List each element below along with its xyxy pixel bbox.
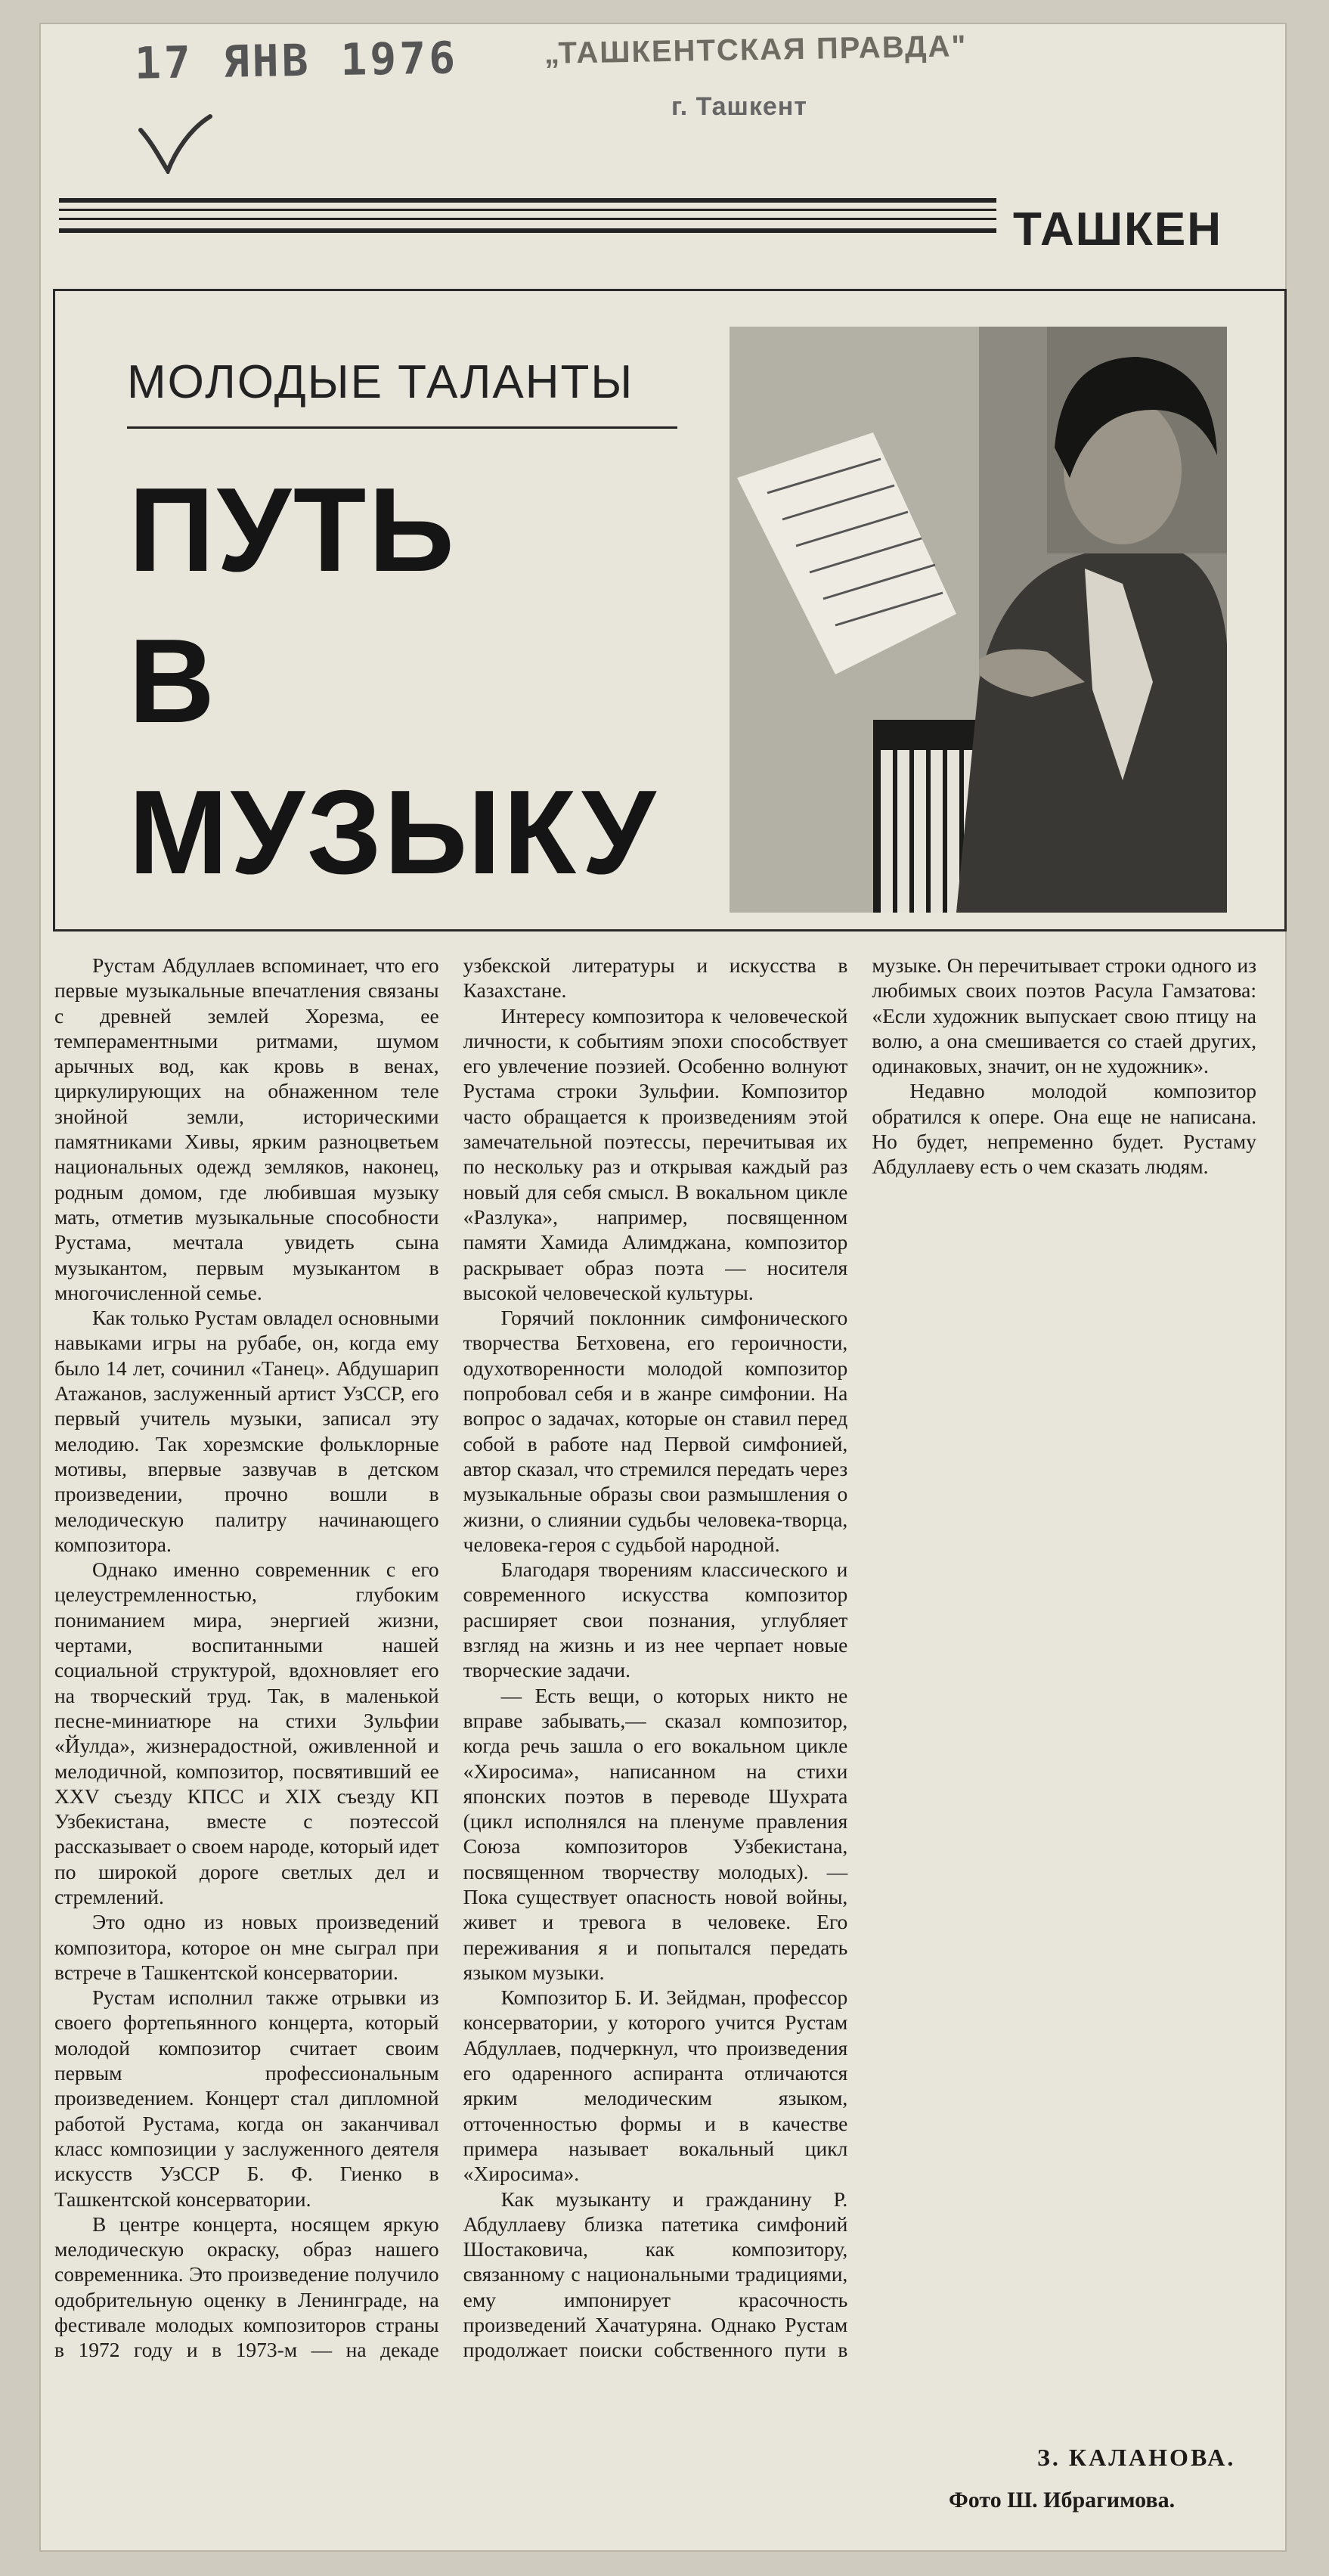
article-paragraph: Интересу композитора к человеческой личности, к событиям эпохи способствует его увлечение поэзией. Особенно волнуют Рустама строки Зульфии. Композитор часто обращается к произведениям этой замечательной поэтессы, перечитывая их по нескольку раз и открывая каждый раз новый для себя смысл. В вокальном цикле «Разлука», например, посвященном памяти Хамида Алимджана, композитор раскрывает образ поэта — носителя высокой человеческой культуры. (463, 1003, 848, 1304)
article-paragraph: Горячий поклонник симфонического творчества Бетховена, его героичности, одухотворенности молодой композитор попробовал себя и в жанре симфонии. На вопрос о задачах, которые он ставил перед собой в работе над Первой симфонией, автор сказал, что стремился передать через музыкальные образы свои размышления о жизни, о слиянии судьбы человека-творца, человека-героя с судьбой народной. (463, 1306, 848, 1556)
article-paragraph: Это одно из новых произведений композитора, которое он мне сыграл при встрече в Ташкентской консерватории. (54, 1910, 439, 1984)
masthead-rule (59, 218, 996, 220)
article-paragraph: Рустам Абдуллаев вспоминает, что его первые музыкальные впечатления связаны с древней землей Хорезма, ее темпераментными ритмами, шумом арычных вод, как кровь в венах, циркулирующих на обнаженном теле знойной земли, историческими памятниками Хивы, ярким разноцветьем национальных одежд земляков, наконец, родным домом, где любившая музыку мать, отметив музыкальные способности Рустама, мечтала увидеть сына музыкантом, первым музыкантом в многочисленной семье. (54, 953, 439, 1304)
masthead-rule (59, 228, 996, 233)
headline-line-2: В (129, 615, 218, 748)
city-stamp: г. Ташкент (671, 92, 807, 121)
masthead-title: ТАШКЕН (1013, 203, 1223, 256)
masthead-rule (59, 209, 996, 211)
date-stamp: 17 ЯНВ 1976 (134, 32, 459, 89)
headline-line-1: ПУТЬ (129, 463, 457, 597)
rubric-underline (127, 426, 677, 429)
article-paragraph: Как только Рустам овладел основными навыками игры на рубабе, он, когда ему было 14 лет, сочинил «Танец». Абдушарип Атажанов, заслуженный артист УзССР, его первый учитель музыки, записал эту мелодию. Так хорезмские фольклорные мотивы, впервые зазвучав в детском произведении, прочно вошли в мелодическую палитру начинающего композитора. (54, 1306, 439, 1556)
article-paragraph: Композитор Б. И. Зейдман, профессор консерватории, у которого учится Рустам Абдуллаев, подчеркнул, что произведения его одаренного аспиранта отличаются ярким мелодическим языком, отточенностью формы и в качестве примера называет вокальный цикл «Хиросима». (463, 1985, 848, 2186)
newspaper-name-stamp: „ТАШКЕНТСКАЯ ПРАВДА" (544, 29, 968, 70)
composer-photo (730, 327, 1227, 913)
rubric-label: МОЛОДЫЕ ТАЛАНТЫ (127, 356, 634, 408)
author-signature: З. КАЛАНОВА. (1037, 2444, 1236, 2471)
article-paragraph: Недавно молодой композитор обратился к опере. Она еще не написана. Но будет, непременно будет. Рустаму Абдуллаеву есть о чем сказать людям. (872, 1079, 1256, 1179)
headline-line-3: МУЗЫКУ (129, 766, 658, 899)
article-paragraph: — Есть вещи, о которых никто не вправе забывать,— сказал композитор, когда речь зашла о его вокальном цикле «Хиросима», написанном на стихи японских поэтов в переводе Шухрата (цикл исполнялся на пленуме правления Союза композиторов Узбекистана, посвященном творчеству молодых). — Пока существует опасность новой войны, живет и тревога в человеке. Его переживания я и попытался передать языком музыки. (463, 1683, 848, 1984)
masthead-rule (59, 198, 996, 203)
article-body (54, 953, 1256, 2374)
article-paragraph: Благодаря творениям классического и современного искусства композитор расширяет свои познания, углубляет взгляд на жизнь и из нее черпает новые творческие задачи. (463, 1558, 848, 1682)
photo-credit: Фото Ш. Ибрагимова. (949, 2488, 1176, 2512)
checkmark-icon (138, 113, 213, 174)
article-paragraph: Как музыканту и гражданину Р. Абдуллаеву близка патетика симфоний Шостаковича, как композитору, связанному с национальными традициями, ему импонирует красочность произведений Хачатуряна. Однако Рустам продолжает поиски собственного пути в музыке. Он перечитывает строки одного из любимых своих поэтов Расула Гамзатова: «Если художник выпускает свою птицу на волю, а она смешивается со стаей других, одинаковых, значит, он не художник». (463, 953, 1256, 2362)
article-paragraph: В центре концерта, носящем яркую мелодическую окраску, образ нашего современника. Это произведение получило одобрительную оценку в Ленинграде, на фестивале молодых композиторов страны в 1972 году и в 1973-м — на декаде узбекской литературы и искусства в Казахстане. (54, 953, 848, 2362)
article-paragraph: Рустам исполнил также отрывки из своего фортепьянного концерта, который молодой композитор считает своим первым профессиональным произведением. Концерт стал дипломной работой Рустама, когда он заканчивал класс композиции у заслуженного деятеля искусств УзССР Б. Ф. Гиенко в Ташкентской консерватории. (54, 1985, 439, 2211)
article-paragraph: Однако именно современник с его целеустремленностью, глубоким пониманием мира, энергией жизни, чертами, воспитанными нашей социальной структурой, вдохновляет его на творческий труд. Так, в маленькой песне-миниатюре на стихи Зульфии «Йулда», жизнерадостной, оживленной и мелодичной, композитор, посвятивший ее XXV съезду КПСС и XIX съезду КП Узбекистана, вместе с поэтессой рассказывает о своем народе, который идет по широкой дороге светлых дел и стремлений. (54, 1558, 439, 1908)
